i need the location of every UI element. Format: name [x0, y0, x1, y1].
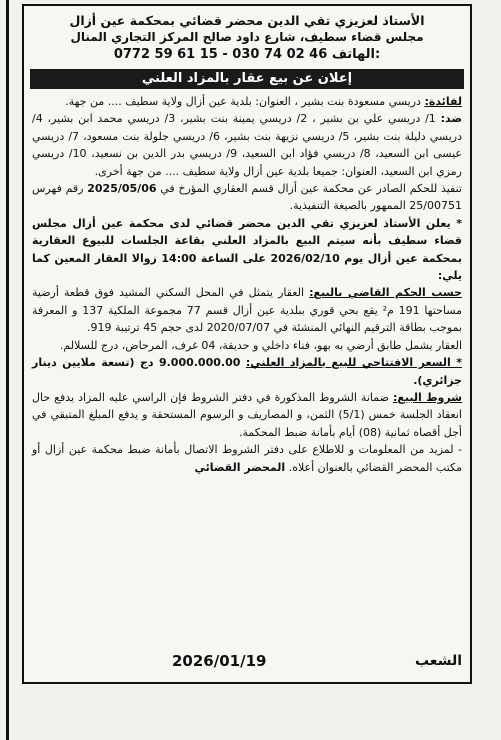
column-rule — [6, 0, 9, 740]
judgment-date: 2025/05/06 — [87, 182, 157, 196]
defendants-paragraph — [32, 110, 462, 180]
sale-conditions-text: ضمانة الشروط المذكورة في دفتر الشروط فإن الراسي عليه المزاد يدفع حال انعقاد الجلسة خمس (5/1) الثمن، و المصاريف و الرسوم المستحقة و يدفع المبلغ المتبقي في أجل أقصاه ثمانية (08) أيام بأمانة ضبط المحكمة. — [32, 390, 462, 439]
defendants-label: ضد: — [440, 112, 463, 126]
auction-notice-paragraph: * يعلن الأستاذ لعزيزي تقي الدين محضر قضائي لدى محكمة عين أزال مجلس قضاء سطيف بأنه سيتم البيع بالمزاد العلني بقاعة الجلسات للبيوع العقارية بمحكمة عين أزال يوم 2026/02/10 على الساعة 14:00 زوالا العقار المعين كما يلي: — [32, 216, 462, 283]
phone-label: الهاتف: — [331, 47, 381, 62]
opening-price-label: * السعر الافتتاحي للبيع بالمزاد العلني: — [245, 356, 462, 370]
signature: المحضر القضائي — [194, 460, 286, 474]
header-bailiff-name: الأستاذ لعزيزي تقي الدين محضر قضائي بمحكمة عين أزال — [69, 13, 425, 28]
beneficiary-label: لفائدة: — [424, 95, 462, 108]
property-label: حسب الحكم القاضي بالبيع: — [309, 286, 462, 300]
footer — [22, 648, 472, 678]
judgment-paragraph — [32, 180, 462, 215]
header-block — [32, 12, 462, 63]
opening-price-paragraph — [32, 354, 462, 389]
property-text: العقار يتمثل في المحل السكني المشيد فوق قطعة أرضية مساحتها 191 م² يقع بحي قوري ببلدية عين أزال قسم 77 مجموعة الملكية 137 و المعرفة بموجب بطاقة الترقيم النهائي المنشئة في 2020/07/07 لدى حجم 45 ترتيبة 919. — [32, 286, 463, 335]
beneficiary-text: دريسي مسعودة بنت بشير ، العنوان: بلدية عين أزال ولاية سطيف .... من جهة. — [65, 95, 425, 108]
judgment-text-b: رقم فهرس 25/00751 الممهور بالصيغة التنفيذية. — [32, 182, 462, 213]
announcement-frame — [22, 4, 472, 684]
phone-numbers: 0772 59 61 15 - 030 74 02 46 — [113, 47, 328, 62]
header-address: مجلس قضاء سطيف، شارع داود صالح المركز التجاري المنال — [70, 30, 424, 44]
publication-date: 2026/01/19 — [172, 652, 267, 670]
announcement-title-banner: إعلان عن بيع عقار بالمزاد العلني — [30, 69, 464, 89]
sale-conditions-paragraph — [32, 389, 462, 441]
info-paragraph — [32, 441, 462, 476]
info-text: - لمزيد من المعلومات و للاطلاع على دفتر الشروط الاتصال بأمانة ضبط محكمة عين أزال أو مكتب المحضر القضائي بالعنوان أعلاه. — [32, 443, 462, 474]
property-details-paragraph: العقار يشمل طابق أرضي به بهو، فناء داخلي و حديقة، 04 غرف، المرحاض، درج للسلالم. — [59, 338, 462, 352]
opening-price-text: 9.000.000.00 دج (تسعة ملايين دينار جزائري). — [32, 356, 462, 387]
sale-conditions-label: شروط البيع: — [392, 390, 462, 404]
judgment-text-a: تنفيذ للحكم الصادر عن محكمة عين أزال قسم العقاري المؤرخ في — [156, 182, 462, 196]
publication-name: الشعب — [414, 653, 462, 669]
beneficiary-paragraph — [32, 93, 462, 110]
property-paragraph — [32, 284, 462, 336]
defendants-text: 1/ دريسي علي بن بشير ، 2/ دريسي يمينة بنت بشير، 3/ دريسي محمد ابن بشير، 4/ دريسي دليلة بنت بشير، 5/ دريسي نزيهة بنت بشير، 6/ دريسي جلولة بنت مسعود، 7/ دريسي عيسى ابن السعيد، 8/ دريسي فؤاد ابن السعيد، 9/ دريسي بدر الدين بن نسعيد، 10/ دريسي رمزي ابن السعيد، العنوان: جميعا بلدية عين أزال ولاية سطيف .... من جهة أخرى. — [32, 112, 462, 178]
header-phone — [32, 46, 462, 63]
